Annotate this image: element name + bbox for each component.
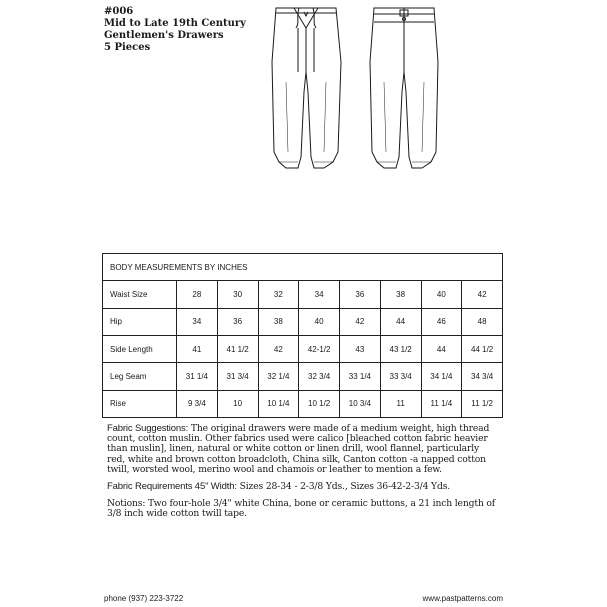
table-row [103, 281, 503, 308]
table-cell: 10 [217, 390, 258, 417]
table-cell: 38 [380, 281, 421, 308]
fabric-requirements-label: Fabric Requirements 45" Width: [107, 481, 237, 493]
pattern-title-line1: Mid to Late 19th Century [104, 18, 246, 29]
table-cell: 33 1/4 [340, 363, 381, 390]
pattern-number: #006 [104, 6, 134, 17]
footer-phone: phone (937) 223-3722 [104, 594, 184, 603]
notions [107, 499, 499, 519]
table-cell: 41 [177, 335, 218, 362]
notions-label: Notions: [107, 498, 146, 510]
fabric-requirements [107, 482, 499, 492]
table-cell: 31 1/4 [177, 363, 218, 390]
body-measurements-table [102, 253, 503, 418]
table-row [103, 335, 503, 362]
table-cell: 34 3/4 [462, 363, 503, 390]
fabric-suggestions-label: Fabric Suggestions: [107, 423, 189, 434]
table-cell: 44 [380, 308, 421, 335]
table-cell: 42 [462, 281, 503, 308]
table-cell: 40 [299, 308, 340, 335]
table-cell: 11 [380, 390, 421, 417]
table-cell: 44 1/2 [462, 335, 503, 362]
table-cell: 10 1/4 [258, 390, 299, 417]
table-cell: 31 3/4 [217, 363, 258, 390]
table-row [103, 363, 503, 390]
table-cell: 42 [340, 308, 381, 335]
pattern-title-line2: Gentlemen's Drawers [104, 30, 224, 41]
fabric-suggestions [107, 424, 499, 475]
pattern-pieces: 5 Pieces [104, 42, 151, 53]
row-label: Rise [103, 390, 177, 417]
table-cell: 33 3/4 [380, 363, 421, 390]
table-cell: 42 [258, 335, 299, 362]
table-row [103, 308, 503, 335]
table-cell: 46 [421, 308, 462, 335]
pattern-notes [107, 424, 499, 527]
table-cell: 32 [258, 281, 299, 308]
table-cell: 43 1/2 [380, 335, 421, 362]
pattern-header [104, 6, 246, 54]
drawers-back-view [370, 8, 438, 168]
table-cell: 36 [340, 281, 381, 308]
table-cell: 40 [421, 281, 462, 308]
table-row [103, 390, 503, 417]
fabric-requirements-text: Sizes 28-34 - 2-3/8 Yds., Sizes 36-42-2-3/4 Yds. [236, 481, 451, 493]
table-cell: 10 1/2 [299, 390, 340, 417]
notions-text: Two four-hole 3/4" white China, bone or ceramic buttons, a 21 inch length of 3/8 inch wide cotton twill tape. [107, 498, 496, 520]
table-cell: 32 1/4 [258, 363, 299, 390]
table-cell: 11 1/4 [421, 390, 462, 417]
row-label: Leg Seam [103, 363, 177, 390]
row-label: Waist Size [103, 281, 177, 308]
table-cell: 28 [177, 281, 218, 308]
table-cell: 42-1/2 [299, 335, 340, 362]
table-cell: 44 [421, 335, 462, 362]
table-cell: 11 1/2 [462, 390, 503, 417]
drawers-illustration [266, 2, 446, 174]
footer-website: www.pastpatterns.com [422, 594, 503, 603]
table-caption: BODY MEASUREMENTS BY INCHES [103, 254, 503, 281]
page-footer [104, 594, 503, 603]
table-cell: 34 [177, 308, 218, 335]
table-cell: 34 1/4 [421, 363, 462, 390]
drawers-front-view [272, 8, 341, 168]
table-cell: 32 3/4 [299, 363, 340, 390]
row-label: Side Length [103, 335, 177, 362]
table-cell: 38 [258, 308, 299, 335]
table-cell: 48 [462, 308, 503, 335]
table-cell: 30 [217, 281, 258, 308]
table-cell: 9 3/4 [177, 390, 218, 417]
table-cell: 41 1/2 [217, 335, 258, 362]
table-cell: 34 [299, 281, 340, 308]
fabric-suggestions-text: The original drawers were made of a medium weight, high thread count, cotton muslin. Other fabrics used were calico [bleached cotton fabric heavier than muslin], linen, natural or white cotton or linen drill, wool flannel, particularly red, white and brown cotton broadcloth, China silk, Canton cotton -a napped cotton twill, worsted wool, merino wool and chamois or leather to mention a few. [107, 423, 490, 475]
table-cell: 43 [340, 335, 381, 362]
table-cell: 10 3/4 [340, 390, 381, 417]
row-label: Hip [103, 308, 177, 335]
table-cell: 36 [217, 308, 258, 335]
